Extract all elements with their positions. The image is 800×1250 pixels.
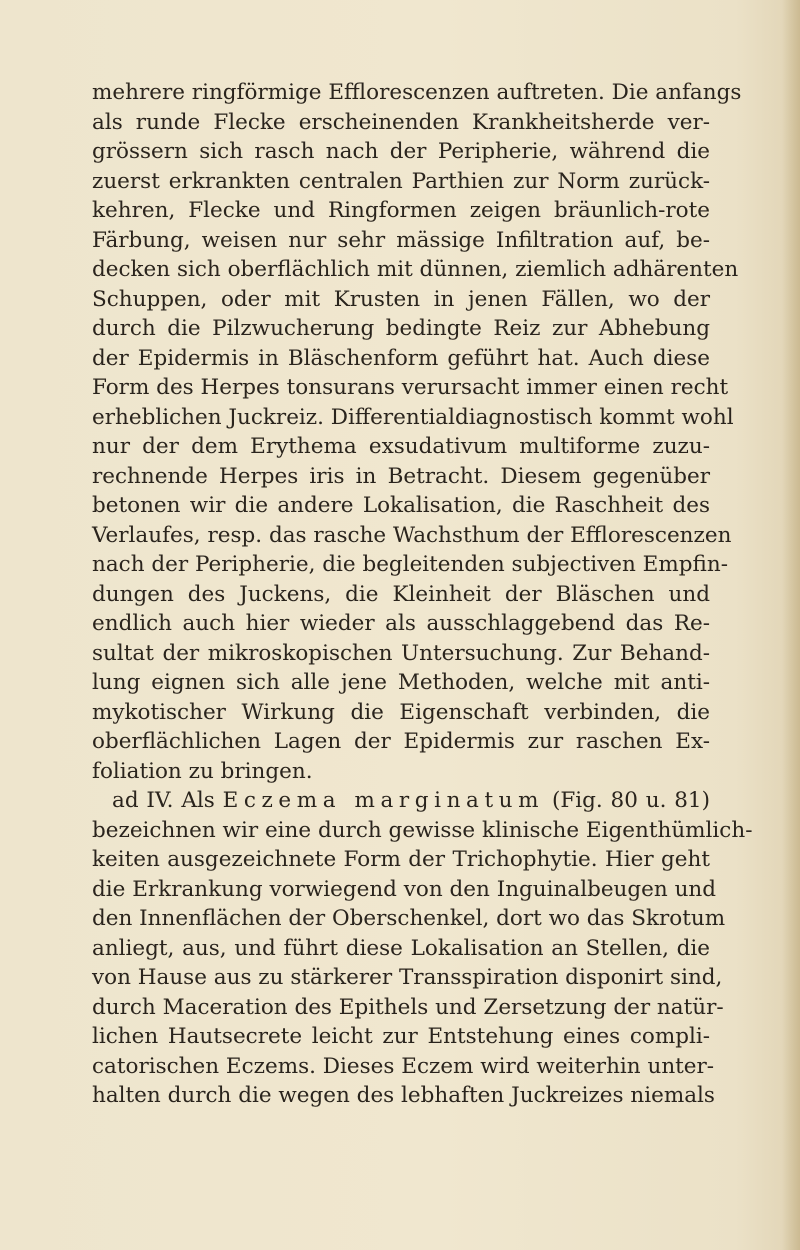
text-line: nur der dem Erythema exsudativum multiforme zuzu- [92, 434, 710, 459]
text-line: keiten ausgezeichnete Form der Trichophytie. Hier geht [92, 847, 710, 872]
text-line: erheblichen Juckreiz. Differentialdiagnostisch kommt wohl [92, 404, 734, 430]
body-text [92, 78, 753, 1111]
text-line: als runde Flecke erscheinenden Krankheitsherde ver- [92, 109, 710, 135]
text-line: betonen wir die andere Lokalisation, die Raschheit des [92, 493, 710, 518]
text-line: sultat der mikroskopischen Untersuchung. Zur Behand- [92, 640, 710, 666]
text-line: decken sich oberflächlich mit dünnen, ziemlich adhärenten [92, 257, 739, 282]
text-line: durch die Pilzwucherung bedingte Reiz zur Abhebung [92, 316, 710, 341]
text-line: Form des Herpes tonsurans verursacht immer einen recht [92, 375, 729, 400]
text-line: halten durch die wegen des lebhaften Juckreizes niemals [92, 1083, 715, 1108]
text-line: oberflächlichen Lagen der Epidermis zur raschen Ex- [92, 729, 710, 754]
text-line: lichen Hautsecrete leicht zur Entstehung eines compli- [92, 1024, 710, 1049]
spaced-term: Eczema marginatum [222, 788, 545, 813]
text-line: Schuppen, oder mit Krusten in jenen Fällen, wo der [92, 286, 710, 312]
text-line: bezeichnen wir eine durch gewisse klinische Eigenthümlich- [92, 817, 753, 843]
text-line: von Hause aus zu stärkerer Transspiration disponirt sind, [92, 965, 723, 990]
text-line: catorischen Eczems. Dieses Eczem wird weiterhin unter- [92, 1053, 715, 1079]
text-line: die Erkrankung vorwiegend von den Inguinalbeugen und [92, 876, 717, 902]
text-line: der Epidermis in Bläschenform geführt hat. Auch diese [92, 345, 710, 371]
text-line: Verlaufes, resp. das rasche Wachsthum der Efflorescenzen [92, 522, 732, 548]
text-line: zuerst erkrankten centralen Parthien zur Norm zurück- [92, 168, 710, 194]
figure-reference: (Fig. 80 u. 81) [551, 788, 710, 813]
page-edge-shadow [782, 0, 800, 1250]
text-line: foliation zu bringen. [92, 758, 313, 784]
text-line: rechnende Herpes iris in Betracht. Diesem gegenüber [92, 463, 710, 489]
paragraph-prefix: ad IV. Als [112, 788, 215, 813]
text-line: anliegt, aus, und führt diese Lokalisation an Stellen, die [92, 935, 710, 961]
text-line: lung eignen sich alle jene Methoden, welche mit anti- [92, 670, 710, 695]
text-line: durch Maceration des Epithels und Zersetzung der natür- [92, 994, 724, 1020]
text-line: grössern sich rasch nach der Peripherie, während die [92, 139, 710, 164]
text-line: mykotischer Wirkung die Eigenschaft verbinden, die [92, 699, 710, 725]
text-line: endlich auch hier wieder als ausschlaggebend das Re- [92, 611, 710, 636]
text-line: mehrere ringförmige Efflorescenzen auftreten. Die anfangs [92, 80, 742, 105]
text-line: kehren, Flecke und Ringformen zeigen bräunlich-rote [92, 198, 710, 223]
text-line: den Innenflächen der Oberschenkel, dort wo das Skrotum [92, 906, 726, 931]
text-line: Färbung, weisen nur sehr mässige Infiltration auf, be- [92, 227, 710, 253]
text-line: dungen des Juckens, die Kleinheit der Bläschen und [92, 581, 710, 607]
paragraph-start-line [92, 786, 710, 816]
text-line: nach der Peripherie, die begleitenden subjectiven Empfin- [92, 552, 728, 577]
